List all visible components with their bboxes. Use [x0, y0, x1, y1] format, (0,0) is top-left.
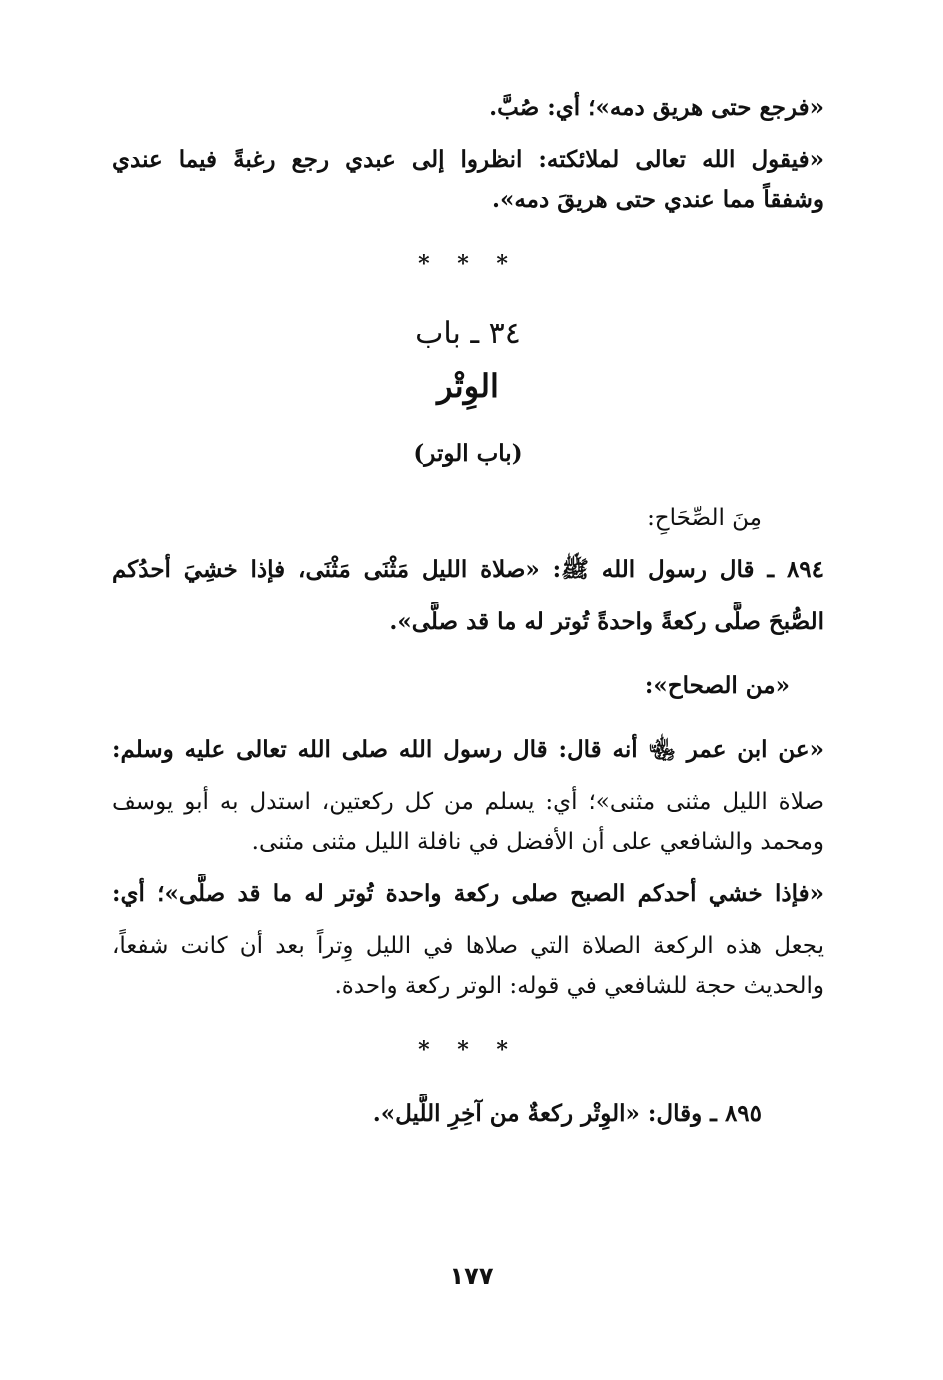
commentary-p2-line-2: يجعل هذه الركعة الصلاة التي صلاها في الليل وِتراً بعد أن كانت شفعاً،	[112, 933, 824, 959]
page-body	[112, 88, 824, 1134]
commentary-p1-line-1: «عن ابن عمر ﵄ أنه قال: قال رسول الله صلى الله تعالى عليه وسلم:	[112, 736, 824, 763]
chapter-title: الوِتْر	[437, 367, 499, 405]
commentary-p2-line-1: «فإذا خشي أحدكم الصبح صلى ركعة واحدة تُوتر له ما قد صلَّى»؛ أي:	[112, 880, 824, 907]
chapter-subtitle: (باب الوتر)	[413, 440, 523, 467]
page-number: ١٧٧	[449, 1262, 494, 1290]
commentary-p1-line-2: صلاة الليل مثنى مثنى»؛ أي: يسلم من كل ركعتين، استدل به أبو يوسف	[112, 789, 824, 815]
separator-stars-2: * * *	[418, 1037, 518, 1063]
commentary-p2-line-3: والحديث حجة للشافعي في قوله: الوتر ركعة واحدة.	[334, 973, 824, 999]
top-line-2: «فيقول الله تعالى لملائكته: انظروا إلى عبدي رجع رغبةً فيما عندي	[112, 146, 824, 173]
hadith-894-line-1: ٨٩٤ ـ قال رسول الله ﷺ: «صلاة الليل مَثْنَى مَثْنَى، فإذا خشِيَ أحدُكم	[112, 556, 824, 583]
commentary-p1-line-3: ومحمد والشافعي على أن الأفضل في نافلة الليل مثنى مثنى.	[251, 829, 824, 855]
top-line-3: وشفقاً مما عندي حتى هريقَ دمه».	[491, 186, 824, 213]
hadith-894-line-2: الصُّبحَ صلَّى ركعةً واحدةً تُوتر له ما قد صلَّى».	[389, 608, 824, 635]
section-heading: مِنَ الصِّحَاحِ:	[647, 505, 762, 531]
commentary-heading: «من الصحاح»:	[644, 672, 790, 699]
top-line-1: «فرجع حتى هريق دمه»؛ أي: صُبَّ.	[489, 94, 824, 121]
hadith-895: ٨٩٥ ـ وقال: «الوِتْر ركعةٌ من آخِرِ اللَّيل».	[372, 1100, 762, 1127]
chapter-number: ٣٤ ـ باب	[415, 316, 521, 351]
separator-stars: * * *	[418, 251, 518, 277]
